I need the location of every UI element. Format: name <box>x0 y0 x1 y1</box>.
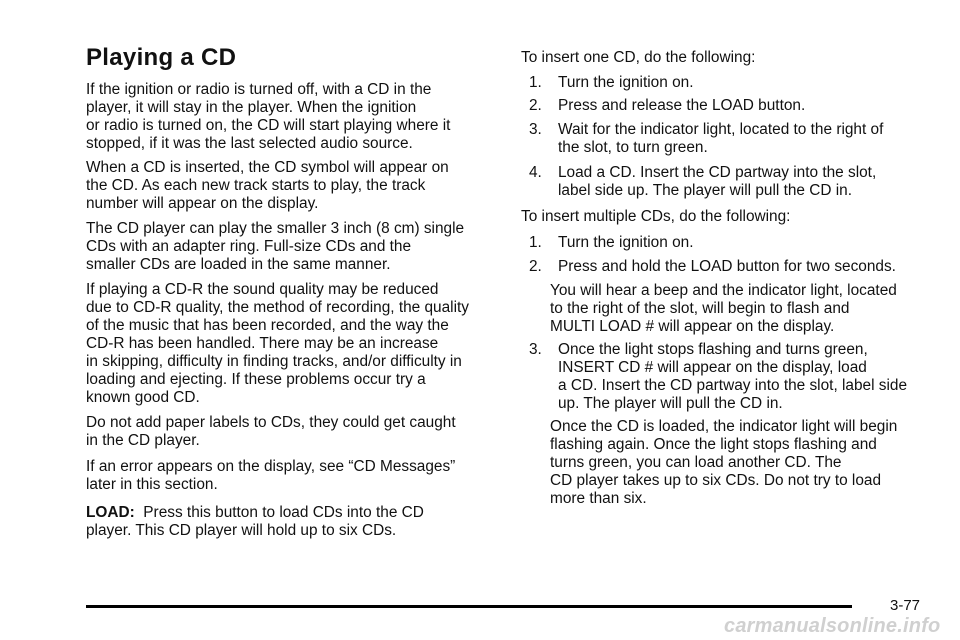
page-number: 3-77 <box>890 597 921 614</box>
insert-multi-note-beep: You will hear a beep and the indicator light, located to the right of the slot, will begin to flash and MULTI LOAD # will appear on the display. <box>550 282 897 335</box>
paragraph-cd-symbol: When a CD is inserted, the CD symbol will appear on the CD. As each new track starts to play, the track number will appear on the display. <box>86 159 449 212</box>
insert-one-intro: To insert one CD, do the following: <box>521 49 756 66</box>
insert-multi-intro: To insert multiple CDs, do the following: <box>521 208 791 225</box>
paragraph-cd-r: If playing a CD-R the sound quality may be reduced due to CD-R quality, the method of recording, the quality of the music that has been recorded, and the way the CD-R has been handled. There may be an increase in skipping, difficulty in finding tracks, and/or difficulty in loading and ejecting. If these problems occur try a known good CD. <box>86 281 469 406</box>
page-title: Playing a CD <box>86 44 237 71</box>
insert-multi-note-loaded: Once the CD is loaded, the indicator light will begin flashing again. Once the light stops flashing and turns green, you can load another CD. The CD player takes up to six CDs. Do not try to load more than six. <box>550 418 898 507</box>
paragraph-cd-size: The CD player can play the smaller 3 inch (8 cm) single CDs with an adapter ring. Full-size CDs and the smaller CDs are loaded in the same manner. <box>86 220 465 273</box>
footer-rule <box>86 605 852 608</box>
paragraph-error: If an error appears on the display, see “CD Messages” later in this section. <box>86 458 456 493</box>
paragraph-load: LOAD: Press this button to load CDs into the CD player. This CD player will hold up to six CDs. <box>86 504 424 539</box>
paragraph-cd-memory: If the ignition or radio is turned off, with a CD in the player, it will stay in the player. When the ignition or radio is turned on, the CD will start playing where it stopped, if it was the last selected audio source. <box>86 81 451 152</box>
watermark-text: carmanualsonline.info <box>724 615 941 637</box>
paragraph-paper-labels: Do not add paper labels to CDs, they could get caught in the CD player. <box>86 414 456 449</box>
load-label: LOAD: <box>86 504 135 521</box>
